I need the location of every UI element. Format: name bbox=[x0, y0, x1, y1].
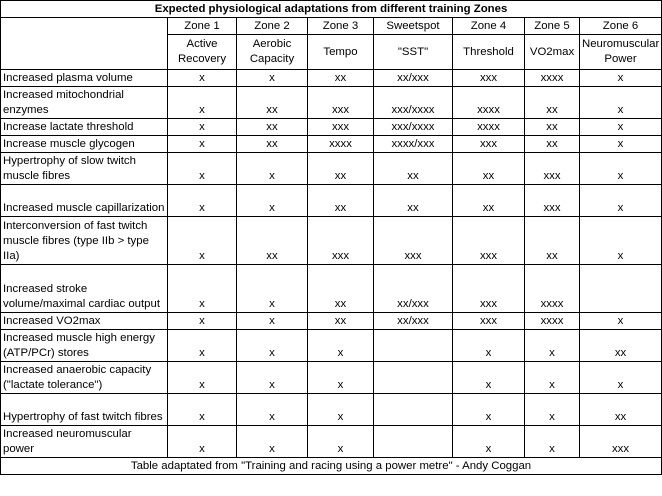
table-cell: xx bbox=[453, 153, 525, 185]
table-cell: xx bbox=[374, 153, 453, 185]
table-cell: xx/xxx bbox=[374, 313, 453, 330]
table-cell: x bbox=[168, 426, 237, 458]
table-row bbox=[1, 362, 662, 394]
footer-row bbox=[1, 458, 662, 475]
table-cell: x bbox=[168, 330, 237, 362]
table-cell: x bbox=[168, 217, 237, 265]
table-cell: xxx bbox=[453, 217, 525, 265]
table-cell: xxx bbox=[580, 426, 662, 458]
row-label: Increase muscle glycogen bbox=[1, 136, 168, 153]
table-cell: xxx bbox=[453, 265, 525, 313]
table-cell: x bbox=[580, 70, 662, 87]
row-label: Increased neuromuscular power bbox=[1, 426, 168, 458]
table-cell: xxx bbox=[374, 217, 453, 265]
table-cell: x bbox=[580, 362, 662, 394]
table-cell: xx bbox=[308, 153, 374, 185]
row-label: Increased muscle high energy (ATP/PCr) stores bbox=[1, 330, 168, 362]
table-cell: xx bbox=[308, 265, 374, 313]
table-cell: x bbox=[453, 330, 525, 362]
table-cell: x bbox=[525, 362, 580, 394]
table-cell: x bbox=[237, 330, 308, 362]
table-cell: xxxx bbox=[525, 313, 580, 330]
table-cell: x bbox=[580, 185, 662, 217]
table-row bbox=[1, 119, 662, 136]
table-cell: xxx/xxxx bbox=[374, 119, 453, 136]
table-row bbox=[1, 217, 662, 265]
table-cell: xx bbox=[308, 70, 374, 87]
table-cell: x bbox=[168, 136, 237, 153]
table-cell: xx bbox=[237, 87, 308, 119]
table-title: Expected physiological adaptations from different training Zones bbox=[1, 1, 662, 18]
table-row bbox=[1, 330, 662, 362]
zone-name: "SST" bbox=[374, 35, 453, 70]
table-cell: xx bbox=[525, 87, 580, 119]
table-cell: xx bbox=[525, 136, 580, 153]
table-row bbox=[1, 394, 662, 426]
table-cell: xxx bbox=[308, 87, 374, 119]
table-cell: x bbox=[168, 153, 237, 185]
table-cell: x bbox=[168, 362, 237, 394]
table-cell: x bbox=[168, 313, 237, 330]
zone-header: Zone 4 bbox=[453, 18, 525, 35]
table-cell: x bbox=[168, 119, 237, 136]
table-cell bbox=[374, 394, 453, 426]
zone-name: Aerobic Capacity bbox=[237, 35, 308, 70]
table-cell: x bbox=[237, 265, 308, 313]
table-cell: x bbox=[453, 426, 525, 458]
table-cell: x bbox=[168, 185, 237, 217]
table-cell: xx bbox=[374, 185, 453, 217]
table-cell: x bbox=[453, 362, 525, 394]
table-cell: xx bbox=[237, 217, 308, 265]
zone-header: Zone 1 bbox=[168, 18, 237, 35]
table-cell: x bbox=[525, 394, 580, 426]
table-cell: x bbox=[525, 330, 580, 362]
row-label: Increased muscle capillarization bbox=[1, 185, 168, 217]
table-cell: xx/xxx bbox=[374, 70, 453, 87]
table-cell: x bbox=[237, 426, 308, 458]
table-cell: xx bbox=[308, 313, 374, 330]
row-label: Increase lactate threshold bbox=[1, 119, 168, 136]
row-label: Hypertrophy of fast twitch fibres bbox=[1, 394, 168, 426]
table-cell: xxxx/xxx bbox=[374, 136, 453, 153]
table-cell: xxx bbox=[525, 185, 580, 217]
zone-header: Zone 3 bbox=[308, 18, 374, 35]
table-cell: x bbox=[308, 362, 374, 394]
table-cell: x bbox=[237, 153, 308, 185]
zone-header-row bbox=[1, 18, 662, 35]
zone-header: Zone 2 bbox=[237, 18, 308, 35]
zone-name: VO2max bbox=[525, 35, 580, 70]
table-cell: xx bbox=[237, 119, 308, 136]
zone-name: Threshold bbox=[453, 35, 525, 70]
table-cell: x bbox=[308, 394, 374, 426]
table-cell: x bbox=[168, 394, 237, 426]
zone-name: Tempo bbox=[308, 35, 374, 70]
table-cell: xx/xxx bbox=[374, 265, 453, 313]
table-row bbox=[1, 136, 662, 153]
table-footer: Table adaptated from "Training and racing using a power metre" - Andy Coggan bbox=[1, 458, 662, 475]
table-cell: xx bbox=[525, 119, 580, 136]
table-cell: xxxx bbox=[453, 87, 525, 119]
table-cell: xx bbox=[580, 394, 662, 426]
table-cell: x bbox=[580, 313, 662, 330]
table-cell: x bbox=[580, 153, 662, 185]
table-cell: xxxx bbox=[525, 70, 580, 87]
table-row bbox=[1, 426, 662, 458]
table-cell: xxx bbox=[453, 70, 525, 87]
table-cell: xx bbox=[237, 136, 308, 153]
table-cell: x bbox=[580, 119, 662, 136]
table-cell: x bbox=[580, 217, 662, 265]
row-label: Interconversion of fast twitch muscle fibres (type IIb > type IIa) bbox=[1, 217, 168, 265]
table-cell: x bbox=[168, 265, 237, 313]
table-cell bbox=[374, 426, 453, 458]
table-cell: x bbox=[453, 394, 525, 426]
table-cell bbox=[374, 330, 453, 362]
table-cell: x bbox=[168, 87, 237, 119]
table-row bbox=[1, 70, 662, 87]
table-cell: x bbox=[237, 70, 308, 87]
table-cell: x bbox=[308, 426, 374, 458]
row-label: Increased anaerobic capacity ("lactate tolerance") bbox=[1, 362, 168, 394]
table-row bbox=[1, 313, 662, 330]
table-cell: x bbox=[237, 313, 308, 330]
table-cell: xx bbox=[580, 330, 662, 362]
table-cell: xx bbox=[453, 185, 525, 217]
title-row bbox=[1, 1, 662, 18]
table-cell: xxx bbox=[453, 313, 525, 330]
row-label: Increased mitochondrial enzymes bbox=[1, 87, 168, 119]
table-cell: xxxx bbox=[308, 136, 374, 153]
table-cell: x bbox=[308, 330, 374, 362]
zone-header: Zone 5 bbox=[525, 18, 580, 35]
row-label: Increased plasma volume bbox=[1, 70, 168, 87]
table-cell: x bbox=[580, 87, 662, 119]
table-row bbox=[1, 153, 662, 185]
table-cell bbox=[374, 362, 453, 394]
table-cell bbox=[580, 265, 662, 313]
table-cell: x bbox=[237, 362, 308, 394]
table-cell: xxxx bbox=[525, 265, 580, 313]
table-row bbox=[1, 265, 662, 313]
table-cell: xx bbox=[308, 185, 374, 217]
table-cell: xx bbox=[525, 217, 580, 265]
table-cell: xxx bbox=[453, 136, 525, 153]
table-cell: x bbox=[580, 136, 662, 153]
table-row bbox=[1, 185, 662, 217]
table-cell: x bbox=[168, 70, 237, 87]
zone-header: Sweetspot bbox=[374, 18, 453, 35]
row-label: Increased stroke volume/maximal cardiac output bbox=[1, 265, 168, 313]
zone-name: Neuromuscular Power bbox=[580, 35, 662, 70]
table-cell: xxxx bbox=[453, 119, 525, 136]
table-row bbox=[1, 87, 662, 119]
table-cell: x bbox=[525, 426, 580, 458]
zone-header: Zone 6 bbox=[580, 18, 662, 35]
row-label: Increased VO2max bbox=[1, 313, 168, 330]
table-cell: x bbox=[237, 185, 308, 217]
row-label: Hypertrophy of slow twitch muscle fibres bbox=[1, 153, 168, 185]
zone-name: Active Recovery bbox=[168, 35, 237, 70]
table-cell: xxx/xxxx bbox=[374, 87, 453, 119]
blank-corner-cell bbox=[1, 18, 168, 70]
table-cell: x bbox=[237, 394, 308, 426]
table-cell: xxx bbox=[308, 217, 374, 265]
table-cell: xxx bbox=[525, 153, 580, 185]
table-cell: xxx bbox=[308, 119, 374, 136]
